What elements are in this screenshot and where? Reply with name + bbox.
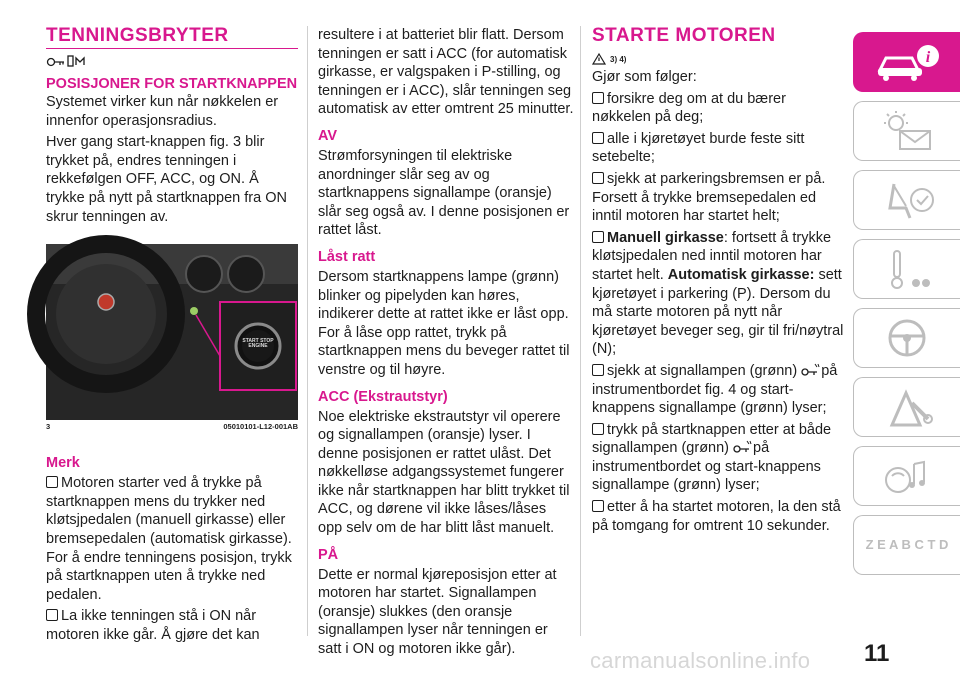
paragraph: resultere i at batteriet blir flatt. Dersom tenningen er satt i ACC (for automatisk girkasse, er valgspaken i P-stilling, og tenningen er i ACC), slår tenningen seg automatisk av etter omtrent 25 minutter. <box>318 27 574 118</box>
column-1 <box>46 26 298 648</box>
paragraph: Gjør som følger: <box>592 69 697 85</box>
index-letters: Z E A B C T D <box>865 537 949 552</box>
heading-pa: PÅ <box>318 546 339 563</box>
warning-references: 3) 4) <box>610 55 627 64</box>
paragraph: Hver gang start-knappen fig. 3 blir trykket på, endres tenningen i rekkefølgen OFF, ACC, og ON. Å trykke på nytt på startknappen fra ON skrur tenningen av. <box>46 134 287 225</box>
column-divider <box>580 26 581 636</box>
note-paragraph <box>46 474 298 604</box>
paragraph: Noe elektriske ekstrautstyr vil operere og signallampen (oransje) lyser. I denne posisjonen er rattet ulåst. Det nøkkelløse adgangssystemet fungerer ikke når startknappen har blitt trykket til ACC, og dørene vil ikke låses/låses opp selv om de har blitt låst manuelt. <box>318 408 570 537</box>
key-icon <box>46 55 88 67</box>
step-bold-text: Automatisk girkasse: <box>667 266 815 283</box>
watermark: carmanualsonline.info <box>590 648 811 673</box>
checkbox-bullet-icon <box>46 609 58 621</box>
wrench-triangle-icon <box>872 385 942 429</box>
tab-car-info[interactable] <box>853 32 960 92</box>
note-heading: Merk <box>46 455 80 472</box>
note-text: Motoren starter ved å trykke på startknappen mens du trykker ned kløtsjpedalen (manuell girkasse) eller bremsepedalen (automatisk girkasse). For å endre tenningens posisjon, trykk på startknappen uten å trykke ned pedalen. <box>46 475 292 603</box>
svg-text:i: i <box>925 49 931 66</box>
step-item <box>592 229 844 359</box>
step-item <box>592 421 844 495</box>
paragraph: Strømforsyningen til elektriske anordninger slår seg av og startknappens signallampe (oransje) slår seg også av. I denne posisjonen er rattet låst. <box>318 147 570 239</box>
tab-seat-safety[interactable] <box>853 170 960 230</box>
checkbox-bullet-icon <box>592 92 604 104</box>
checkbox-bullet-icon <box>592 500 604 512</box>
step-text: forsikre deg om at du bærer nøkkelen på deg; <box>592 90 786 126</box>
step-bold-text: Manuell girkasse <box>607 229 724 246</box>
step-text: etter å ha startet motoren, la den stå på tomgang for omtrent 10 sekunder. <box>592 499 841 534</box>
green-key-lamp-icon <box>801 363 821 377</box>
tab-warning-lights[interactable] <box>853 101 960 161</box>
tab-emergency[interactable] <box>853 377 960 437</box>
paragraph: Dette er normal kjøreposisjon etter at motoren har startet. Signallampen (oransje) slukkes (den oransje signallampen lyser når tenningen er satt i ON og motoren ikke går). <box>318 566 557 658</box>
key-icon-row <box>46 53 298 69</box>
step-item <box>592 90 844 127</box>
figure-start-button-photo <box>46 244 298 420</box>
paragraph: Systemet virker kun når nøkkelen er innenfor operasjonsradius. <box>46 94 279 129</box>
note-text: La ikke tenningen stå i ON når motoren ikke går. Å gjøre det kan <box>46 608 260 643</box>
heading-av: AV <box>318 127 338 144</box>
step-text: på instrumentbordet og start-knappens signallampe (grønn) lyser; <box>592 440 821 494</box>
step-text: : fortsett å trykke kløtsjpedalen ned inntil motoren har startet helt. <box>592 229 832 283</box>
checkbox-bullet-icon <box>592 231 604 243</box>
tab-multimedia[interactable] <box>853 446 960 506</box>
step-item <box>592 498 844 535</box>
sub-heading-posisjoner: POSISJONER FOR STARTKNAPPEN <box>46 76 298 92</box>
section-heading-tenningsbryter: TENNINGSBRYTER <box>46 26 298 49</box>
chapter-sidebar <box>853 32 960 584</box>
start-stop-button-label: START STOP ENGINE <box>242 338 274 350</box>
tab-index[interactable] <box>853 515 960 575</box>
figure-caption <box>46 422 298 434</box>
page-number: 11 <box>864 640 890 667</box>
warning-lights-icon <box>872 109 942 153</box>
tab-steering[interactable] <box>853 308 960 368</box>
warning-refs-row <box>592 52 844 68</box>
dashboard-illustration <box>46 244 298 420</box>
note-paragraph <box>46 607 298 644</box>
step-item <box>592 170 844 226</box>
checkbox-bullet-icon <box>592 423 604 435</box>
figure-number: 3 <box>46 422 51 432</box>
multimedia-icon <box>872 454 942 498</box>
section-heading-starte-motoren: STARTE MOTOREN <box>592 25 776 46</box>
step-item <box>592 362 844 418</box>
seat-safety-icon <box>872 178 942 222</box>
step-text: på instrumentbordet fig. 4 og start-knappens signallampe (grønn) lyser; <box>592 362 838 417</box>
steering-wheel-icon <box>872 316 942 360</box>
step-text: trykk på startknappen etter at både signallampen (grønn) <box>592 421 832 457</box>
tools-icon <box>872 247 942 291</box>
step-item <box>592 130 844 167</box>
checkbox-bullet-icon <box>592 132 604 144</box>
checkbox-bullet-icon <box>46 476 58 488</box>
paragraph: Dersom startknappens lampe (grønn) blinker og pipelyden kan høres, indikerer dette at rattet ikke er låst opp. For å låse opp rattet, trykk på startknappen mens du beveger rattet til venstre og til høyre. <box>318 268 570 378</box>
warning-triangle-icon <box>592 53 606 65</box>
step-text: alle i kjøretøyet burde feste sitt setebelte; <box>592 130 805 166</box>
heading-acc: ACC (Ekstrautstyr) <box>318 388 448 405</box>
checkbox-bullet-icon <box>592 172 604 184</box>
column-2 <box>318 26 574 662</box>
column-3 <box>592 26 844 538</box>
heading-last-ratt: Låst ratt <box>318 248 376 265</box>
column-divider <box>307 26 308 636</box>
step-text: sjekk at signallampen (grønn) <box>607 362 802 379</box>
car-info-icon <box>872 40 942 84</box>
step-text: sett kjøretøyet i parkering (P). Dersom du må starte motoren på nytt når kjøretøyet beveger seg, gir til fri/nøytral (N); <box>592 266 844 358</box>
checkbox-bullet-icon <box>592 364 604 376</box>
index-letters-icon <box>865 523 949 567</box>
figure-code: 05010101-L12-001AB <box>223 422 298 432</box>
tab-tools[interactable] <box>853 239 960 299</box>
green-key-lamp-icon <box>733 440 753 454</box>
step-text: sjekk at parkeringsbremsen er på. Forsett å trykke bremsepedalen ed inntil motoren har startet helt; <box>592 170 826 225</box>
